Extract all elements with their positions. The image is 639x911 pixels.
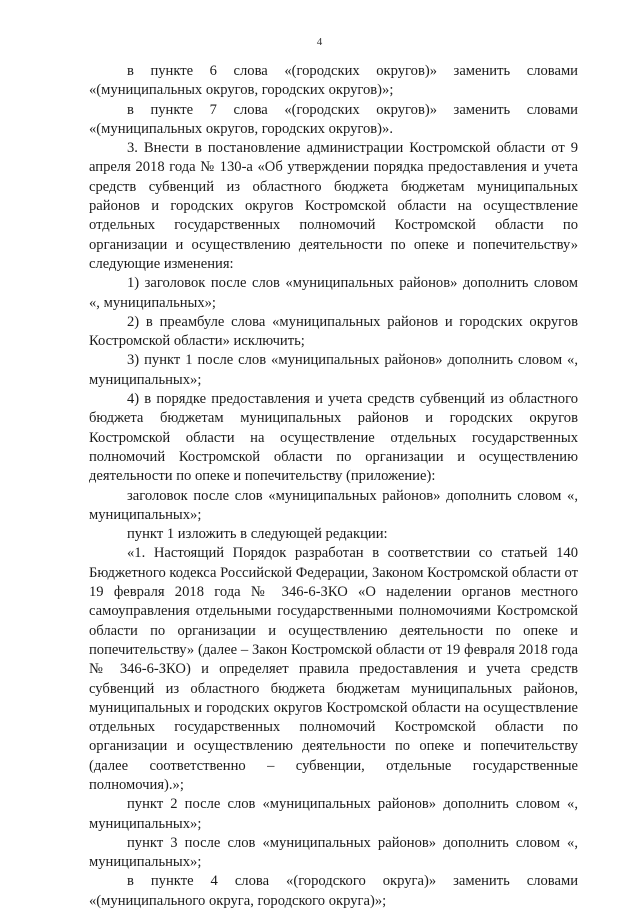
paragraph-point-3: пункт 3 после слов «муниципальных районов» дополнить словом «, муниципальных»;: [89, 834, 578, 871]
page-number: 4: [316, 36, 323, 48]
paragraph-item-6: в пункте 6 слова «(городских округов)» заменить словами «(муниципальных округов, городских округов)»;: [89, 63, 578, 99]
paragraph-heading-change: заголовок после слов «муниципальных районов» дополнить словом «, муниципальных»;: [89, 487, 578, 523]
paragraph-change-1: 1) заголовок после слов «муниципальных районов» дополнить словом «, муниципальных»;: [89, 275, 578, 311]
paragraph-section-3: 3. Внести в постановление администрации Костромской области от 9 апреля 2018 года № 130-а «Об утверждении порядка предоставления и учета средств субвенций из областного бюджета бюджетам муниципальных районов и городских округов Костромской области на осуществление отдельных государственных полномочий Костромской области по организации и осуществлению деятельности по опеке и попечительству» следующие изменения:: [89, 140, 578, 272]
paragraph-change-2: 2) в преамбуле слова «муниципальных районов и городских округов Костромской области» исключить;: [89, 313, 578, 350]
paragraph-point-1-intro: пункт 1 изложить в следующей редакции:: [127, 526, 388, 543]
paragraph-point-4: в пункте 4 слова «(городского округа)» заменить словами «(муниципального округа, городского округа)»;: [89, 873, 578, 909]
paragraph-point-2: пункт 2 после слов «муниципальных районов» дополнить словом «, муниципальных»;: [89, 796, 578, 832]
document-body: [89, 62, 578, 911]
paragraph-change-4: 4) в порядке предоставления и учета средств субвенций из областного бюджета бюджетам муниципальных районов и городских округов Костромской области на осуществление отдельных государственных полномочий Костромской области по организации и осуществлению деятельности по опеке и попечительству (приложение):: [89, 391, 578, 485]
paragraph-change-3: 3) пункт 1 после слов «муниципальных районов» дополнить словом «, муниципальных»;: [89, 352, 578, 388]
paragraph-point-1-text: «1. Настоящий Порядок разработан в соответствии со статьей 140 Бюджетного кодекса Российской Федерации, Законом Костромской области от 19 февраля 2018 года № 346-6-ЗКО «О наделении органов местного самоуправления отдельными государственными полномочиями Костромской области по организации и осуществлению деятельности по опеке и попечительству» (далее – Закон Костромской области от 19 февраля 2018 года № 346-6-ЗКО) и определяет правила предоставления и учета средств субвенций из областного бюджета бюджетам муниципальных районов, муниципальных и городских округов Костромской области на осуществление отдельных государственных полномочий Костромской области по организации и осуществлению деятельности по опеке и попечительству (далее соответственно – субвенции, отдельные государственные полномочия).»;: [89, 545, 578, 793]
paragraph-item-7: в пункте 7 слова «(городских округов)» заменить словами «(муниципальных округов, городских округов)».: [89, 101, 578, 137]
